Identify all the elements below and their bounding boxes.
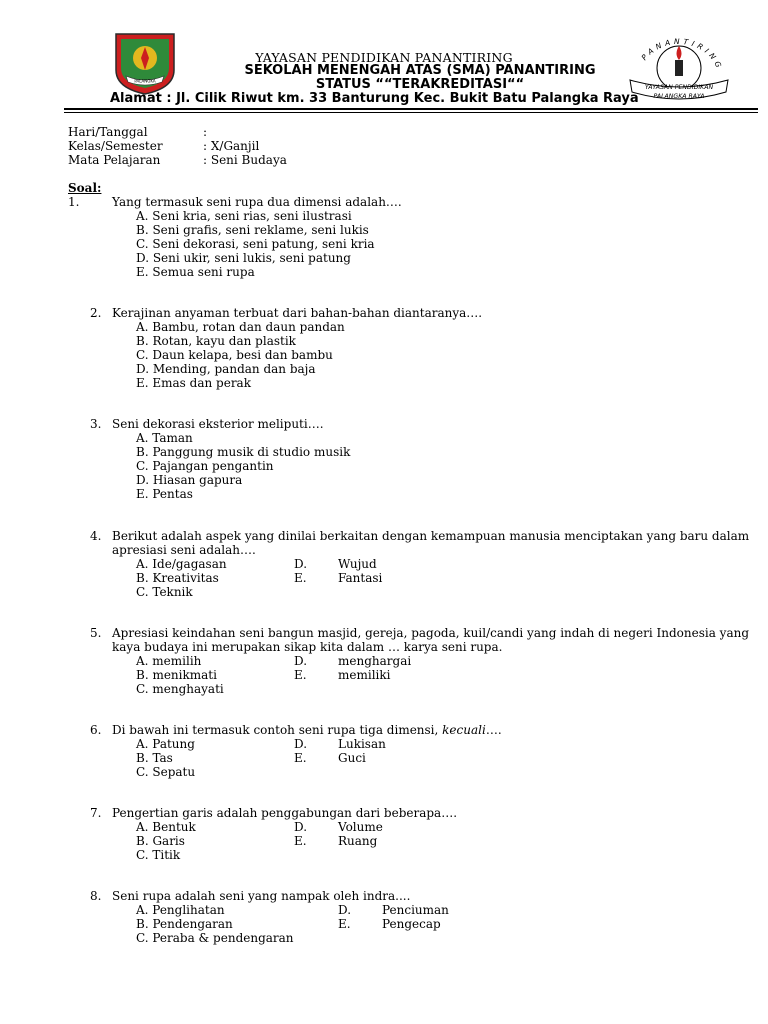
option-e: E. Semua seni rupa [136,265,255,279]
option-a: A. Bambu, rotan dan daun pandan [136,320,345,334]
accreditation-status: STATUS ““TERAKREDITASI““ [315,77,525,92]
option-d: Penciuman [382,903,449,917]
question-number: 5. [90,626,102,640]
subject-value: : Seni Budaya [203,153,287,167]
subject-label: Mata Pelajaran [68,153,161,167]
svg-text:PALANGKA RAYA: PALANGKA RAYA [653,93,705,100]
question-text-continued: kaya budaya ini merupakan sikap kita dalam … karya seni rupa. [112,640,503,654]
class-semester-label: Kelas/Semester [68,139,163,153]
option-e-letter: E. [294,751,307,765]
option-e: Ruang [338,834,378,848]
option-c: C. Pajangan pengantin [136,459,274,473]
foundation-name: YAYASAN PENDIDIKAN PANANTIRING [255,50,513,65]
option-b: B. Kreativitas [136,571,219,585]
question-text: Seni dekorasi eksterior meliputi…. [112,417,324,431]
option-b: B. Seni grafis, seni reklame, seni lukis [136,223,369,237]
question-text [112,723,502,737]
question-text: Berikut adalah aspek yang dinilai berkaitan dengan kemampuan manusia menciptakan yang baru dalam [112,529,750,543]
option-b: B. Rotan, kayu dan plastik [136,334,296,348]
question-number: 4. [90,529,102,543]
svg-text:YAYASAN PENDIDIKAN: YAYASAN PENDIDIKAN [644,84,714,91]
option-c: C. Peraba & pendengaran [136,931,294,945]
question-number: 1. [68,195,80,209]
question-text: Yang termasuk seni rupa dua dimensi adalah…. [112,195,402,209]
option-d: Wujud [338,557,377,571]
question-text-continued: apresiasi seni adalah…. [112,543,256,557]
option-e: E. Pentas [136,487,193,501]
option-c: C. menghayati [136,682,224,696]
question-number: 6. [90,723,102,737]
option-e: E. Emas dan perak [136,376,251,390]
school-name: SEKOLAH MENENGAH ATAS (SMA) PANANTIRING [244,63,596,78]
question-number: 8. [90,889,102,903]
option-a: A. Bentuk [136,820,196,834]
option-a: A. Seni kria, seni rias, seni ilustrasi [136,209,352,223]
question-text-emphasis: kecuali [442,723,486,737]
class-semester-value: : X/Ganjil [203,139,260,153]
option-a: A. Taman [136,431,193,445]
option-d: Volume [338,820,383,834]
option-c: C. Daun kelapa, besi dan bambu [136,348,333,362]
option-b: B. Garis [136,834,185,848]
option-e: Pengecap [382,917,441,931]
option-e-letter: E. [294,571,307,585]
school-address: Alamat : Jl. Cilik Riwut km. 33 Banturung Kec. Bukit Batu Palangka Raya [110,91,639,106]
option-a: A. Penglihatan [136,903,225,917]
option-e: Guci [338,751,366,765]
question-text: Seni rupa adalah seni yang nampak oleh indra.... [112,889,411,903]
header-divider-thin [64,112,758,113]
day-date-label: Hari/Tanggal [68,125,148,139]
option-d: Lukisan [338,737,386,751]
svg-text:PANANTIRING: PANANTIRING [639,36,725,73]
option-d: D. Seni ukir, seni lukis, seni patung [136,251,351,265]
option-e: Fantasi [338,571,383,585]
option-d: D. Mending, pandan dan baja [136,362,316,376]
question-number: 2. [90,306,102,320]
option-e-letter: E. [294,668,307,682]
option-c: C. Seni dekorasi, seni patung, seni kria [136,237,375,251]
option-b: B. Tas [136,751,173,765]
option-c: C. Teknik [136,585,193,599]
option-d-letter: D. [294,820,308,834]
option-d-letter: D. [338,903,352,917]
question-text: Kerajinan anyaman terbuat dari bahan-bahan diantaranya…. [112,306,483,320]
option-b: B. Pendengaran [136,917,233,931]
day-date-value: : [203,125,208,139]
svg-text:PALANGKA: PALANGKA [134,78,156,84]
question-text: Pengertian garis adalah penggabungan dari beberapa…. [112,806,458,820]
question-text: Apresiasi keindahan seni bangun masjid, gereja, pagoda, kuil/candi yang indah di negeri Indonesia yang [112,626,750,640]
option-a: A. Ide/gagasan [136,557,227,571]
option-a: A. Patung [136,737,195,751]
option-d: menghargai [338,654,412,668]
option-c: C. Sepatu [136,765,196,779]
option-b: B. menikmati [136,668,217,682]
option-e-letter: E. [294,834,307,848]
option-a: A. memilih [136,654,202,668]
option-d: D. Hiasan gapura [136,473,243,487]
header-divider-thick [64,108,758,110]
question-number: 7. [90,806,102,820]
option-b: B. Panggung musik di studio musik [136,445,351,459]
option-e-letter: E. [338,917,351,931]
question-text-main: Di bawah ini termasuk contoh seni rupa tiga dimensi, [112,723,443,737]
questions-heading: Soal: [68,181,102,195]
option-d-letter: D. [294,737,308,751]
option-d-letter: D. [294,654,308,668]
option-d-letter: D. [294,557,308,571]
option-c: C. Titik [136,848,181,862]
option-e: memiliki [338,668,391,682]
question-number: 3. [90,417,102,431]
question-text-ending: …. [485,723,502,737]
